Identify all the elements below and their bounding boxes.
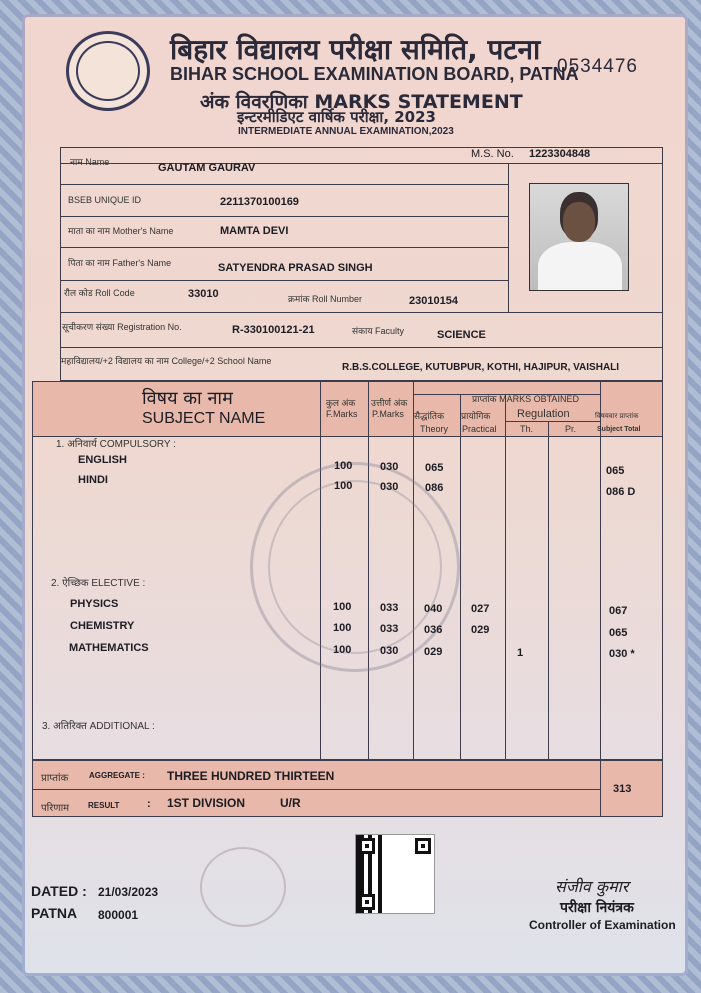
mother-name: MAMTA DEVI [220,225,289,237]
faculty-label: संकाय Faculty [352,326,405,336]
theory-heading: Theory [420,424,449,434]
registration-number: R-330100121-21 [232,324,315,336]
pass-marks: 030 [380,645,399,657]
serial-number: 0534476 [557,56,638,77]
result-division: 1ST DIVISION [167,796,246,810]
father-name-label: पिता का नाम Father's Name [68,258,172,268]
full-marks: 100 [334,460,353,472]
aggregate-in-words: THREE HUNDRED THIRTEEN [167,769,335,783]
board-name-english: BIHAR SCHOOL EXAMINATION BOARD, PATNA [170,64,579,84]
subject-heading-hindi: विषय का नाम [142,388,233,409]
theory-heading-hindi: सैद्धांतिक [414,411,444,421]
result-colon: : [147,798,151,810]
full-marks: 100 [333,601,352,613]
pass-marks: 033 [380,602,399,614]
board-emblem-logo [66,31,150,111]
result-label-hindi: परिणाम [41,803,70,814]
additional-section-label: 3. अतिरिक्त ADDITIONAL : [42,721,155,732]
subject-total: 065 [606,465,625,477]
aggregate-total: 313 [613,783,632,795]
subject-total: 067 [609,605,628,617]
subject-total-heading: Subject Total [597,426,641,433]
full-marks-heading: F.Marks [326,409,358,419]
statement-title: अंक विवरणिका MARKS STATEMENT [200,91,523,113]
subject-name: CHEMISTRY [70,620,135,632]
pin-code: 800001 [98,908,139,922]
faculty: SCIENCE [437,329,486,341]
verification-qr-code[interactable] [355,834,435,914]
compulsory-section-label: 1. अनिवार्य COMPULSORY : [56,439,176,450]
subject-name: MATHEMATICS [69,642,149,654]
theory-marks: 065 [425,462,444,474]
exam-name-english: INTERMEDIATE ANNUAL EXAMINATION,2023 [238,126,454,137]
registration-label: सूचीकरण संख्या Registration No. [62,322,182,332]
name-label: नाम Name [70,157,110,167]
subject-total-heading-hindi: विषयवार प्राप्तांक [595,413,639,420]
full-marks: 100 [333,644,352,656]
elective-section-label: 2. ऐच्छिक ELECTIVE : [51,578,146,589]
unique-id: 2211370100169 [220,196,299,208]
mother-name-label: माता का नाम Mother's Name [68,226,174,236]
pass-marks: 030 [380,461,399,473]
regulation-heading: Regulation [517,408,570,420]
controller-title: Controller of Examination [529,918,676,932]
practical-marks: 027 [471,603,490,615]
college-name: R.B.S.COLLEGE, KUTUBPUR, KOTHI, HAJIPUR, VAISHALI [342,362,620,373]
subject-total: 065 [609,627,628,639]
regulation-theory-heading: Th. [520,424,534,434]
ms-no-label: M.S. No. [471,148,514,160]
pass-marks: 033 [380,623,399,635]
place: PATNA [31,905,78,921]
result-status: U/R [280,796,301,810]
student-photo [529,183,629,291]
theory-marks: 036 [424,624,443,636]
subject-name: HINDI [78,474,108,486]
pass-marks-heading-hindi: उत्तीर्ण अंक [371,398,408,408]
subject-heading-english: SUBJECT NAME [142,410,266,427]
theory-marks: 040 [424,603,443,615]
ms-no-value: 1223304848 [529,148,591,160]
exam-name-hindi: इन्टरमीडिएट वार्षिक परीक्षा, 2023 [237,108,436,126]
subject-name: PHYSICS [70,598,119,610]
board-name-hindi: बिहार विद्यालय परीक्षा समिति, पटना [170,33,541,66]
issue-date: 21/03/2023 [98,885,159,899]
regulation-practical-heading: Pr. [565,424,577,434]
aggregate-label: AGGREGATE : [89,771,145,780]
college-label: महाविद्यालय/+2 विद्यालय का नाम College/+2 School Name [61,356,272,366]
roll-number: 23010154 [409,295,458,307]
subject-name: ENGLISH [78,454,127,466]
student-name: GAUTAM GAURAV [158,162,256,174]
embossed-stamp [200,847,286,927]
unique-id-label: BSEB UNIQUE ID [68,195,142,205]
subject-total: 086 D [606,486,636,498]
result-label: RESULT [88,801,120,810]
practical-marks: 029 [471,624,490,636]
practical-heading-hindi: प्रायोगिक [461,411,491,421]
full-marks-heading-hindi: कुल अंक [326,398,356,408]
theory-marks: 086 [425,482,444,494]
roll-number-label: क्रमांक Roll Number [288,294,363,304]
aggregate-label-hindi: प्राप्तांक [41,773,69,784]
practical-heading: Practical [462,424,497,434]
full-marks: 100 [334,480,353,492]
subject-total: 030 * [609,648,635,660]
controller-signature: संजीव कुमार [555,877,629,896]
roll-code: 33010 [188,288,219,300]
father-name: SATYENDRA PRASAD SINGH [218,262,373,274]
theory-marks: 029 [424,646,443,658]
dated-label: DATED : [31,883,87,899]
regulation-theory-marks: 1 [517,647,524,659]
roll-code-label: रौल कोड Roll Code [64,288,135,298]
pass-marks-heading: P.Marks [372,409,404,419]
full-marks: 100 [333,622,352,634]
marks-obtained-heading: प्राप्तांक MARKS OBTAINED [472,394,579,404]
pass-marks: 030 [380,481,399,493]
controller-title-hindi: परीक्षा नियंत्रक [560,900,634,916]
